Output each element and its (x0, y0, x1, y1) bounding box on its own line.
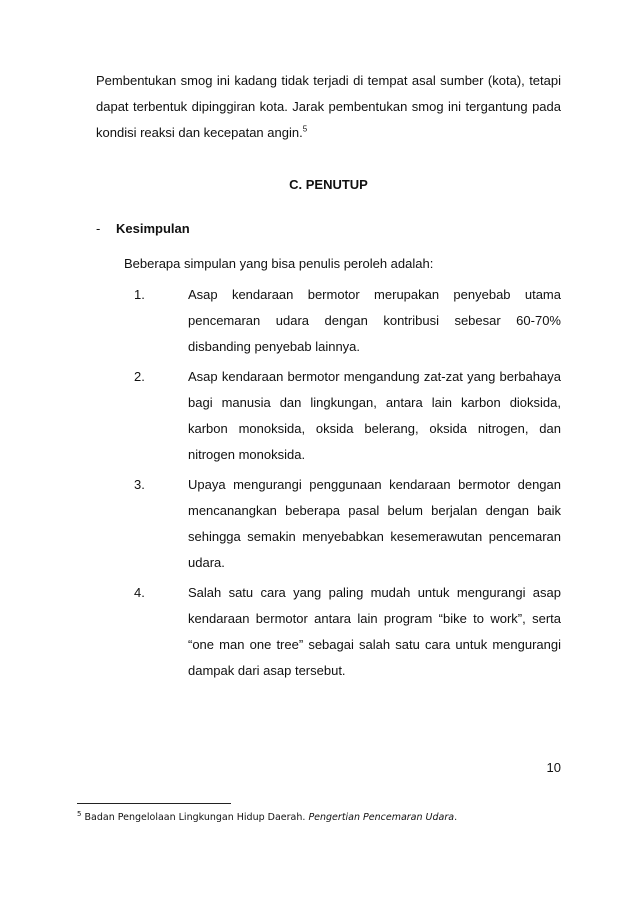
footnote-number: 5 (77, 809, 82, 818)
list-item (134, 282, 561, 360)
footnote (77, 811, 457, 825)
footnote-divider (77, 803, 231, 804)
top-paragraph (96, 68, 561, 146)
list-item-number: 1. (134, 287, 145, 302)
top-paragraph-text: Pembentukan smog ini kadang tidak terjadi di tempat asal sumber (kota), tetapi dapat terbentuk dipinggiran kota. Jarak pembentukan smog ini tergantung pada kondisi reaksi dan kecepatan angin. (96, 73, 561, 140)
list-item-text: Salah satu cara yang paling mudah untuk mengurangi asap kendaraan bermotor antara lain program “bike to work”, serta “one man one tree” sebagai salah satu cara untuk mengurangi dampak dari asap tersebut. (188, 585, 561, 678)
subsection-heading (96, 216, 190, 242)
footnote-reference[interactable]: 5 (302, 124, 308, 134)
list-item-number: 2. (134, 369, 145, 384)
bullet-dash: - (96, 221, 101, 236)
list-item (134, 364, 561, 468)
list-item (134, 580, 561, 684)
footnote-title: Pengertian Pencemaran Udara (308, 812, 455, 823)
intro-text: Beberapa simpulan yang bisa penulis peroleh adalah: (124, 256, 434, 271)
list-item-text: Asap kendaraan bermotor merupakan penyebab utama pencemaran udara dengan kontribusi sebesar 60-70% disbanding penyebab lainnya. (188, 287, 561, 354)
footnote-end: . (454, 812, 458, 823)
section-title: C. PENUTUP (289, 177, 368, 192)
list-item (134, 472, 561, 576)
list-item-number: 4. (134, 585, 145, 600)
page-number: 10 (546, 760, 561, 775)
list-item-text: Upaya mengurangi penggunaan kendaraan bermotor dengan mencanangkan beberapa pasal belum berjalan dengan baik sehingga semakin menyebabkan kesemerawutan pencemaran udara. (188, 477, 561, 570)
list-item-number: 3. (134, 477, 145, 492)
conclusion-list (134, 282, 561, 688)
subsection-heading-text: Kesimpulan (116, 221, 190, 236)
footnote-text: Badan Pengelolaan Lingkungan Hidup Daerah. (84, 812, 306, 823)
list-item-text: Asap kendaraan bermotor mengandung zat-zat yang berbahaya bagi manusia dan lingkungan, antara lain karbon dioksida, karbon monoksida, oksida belerang, oksida nitrogen, dan nitrogen monoksida. (188, 369, 561, 462)
